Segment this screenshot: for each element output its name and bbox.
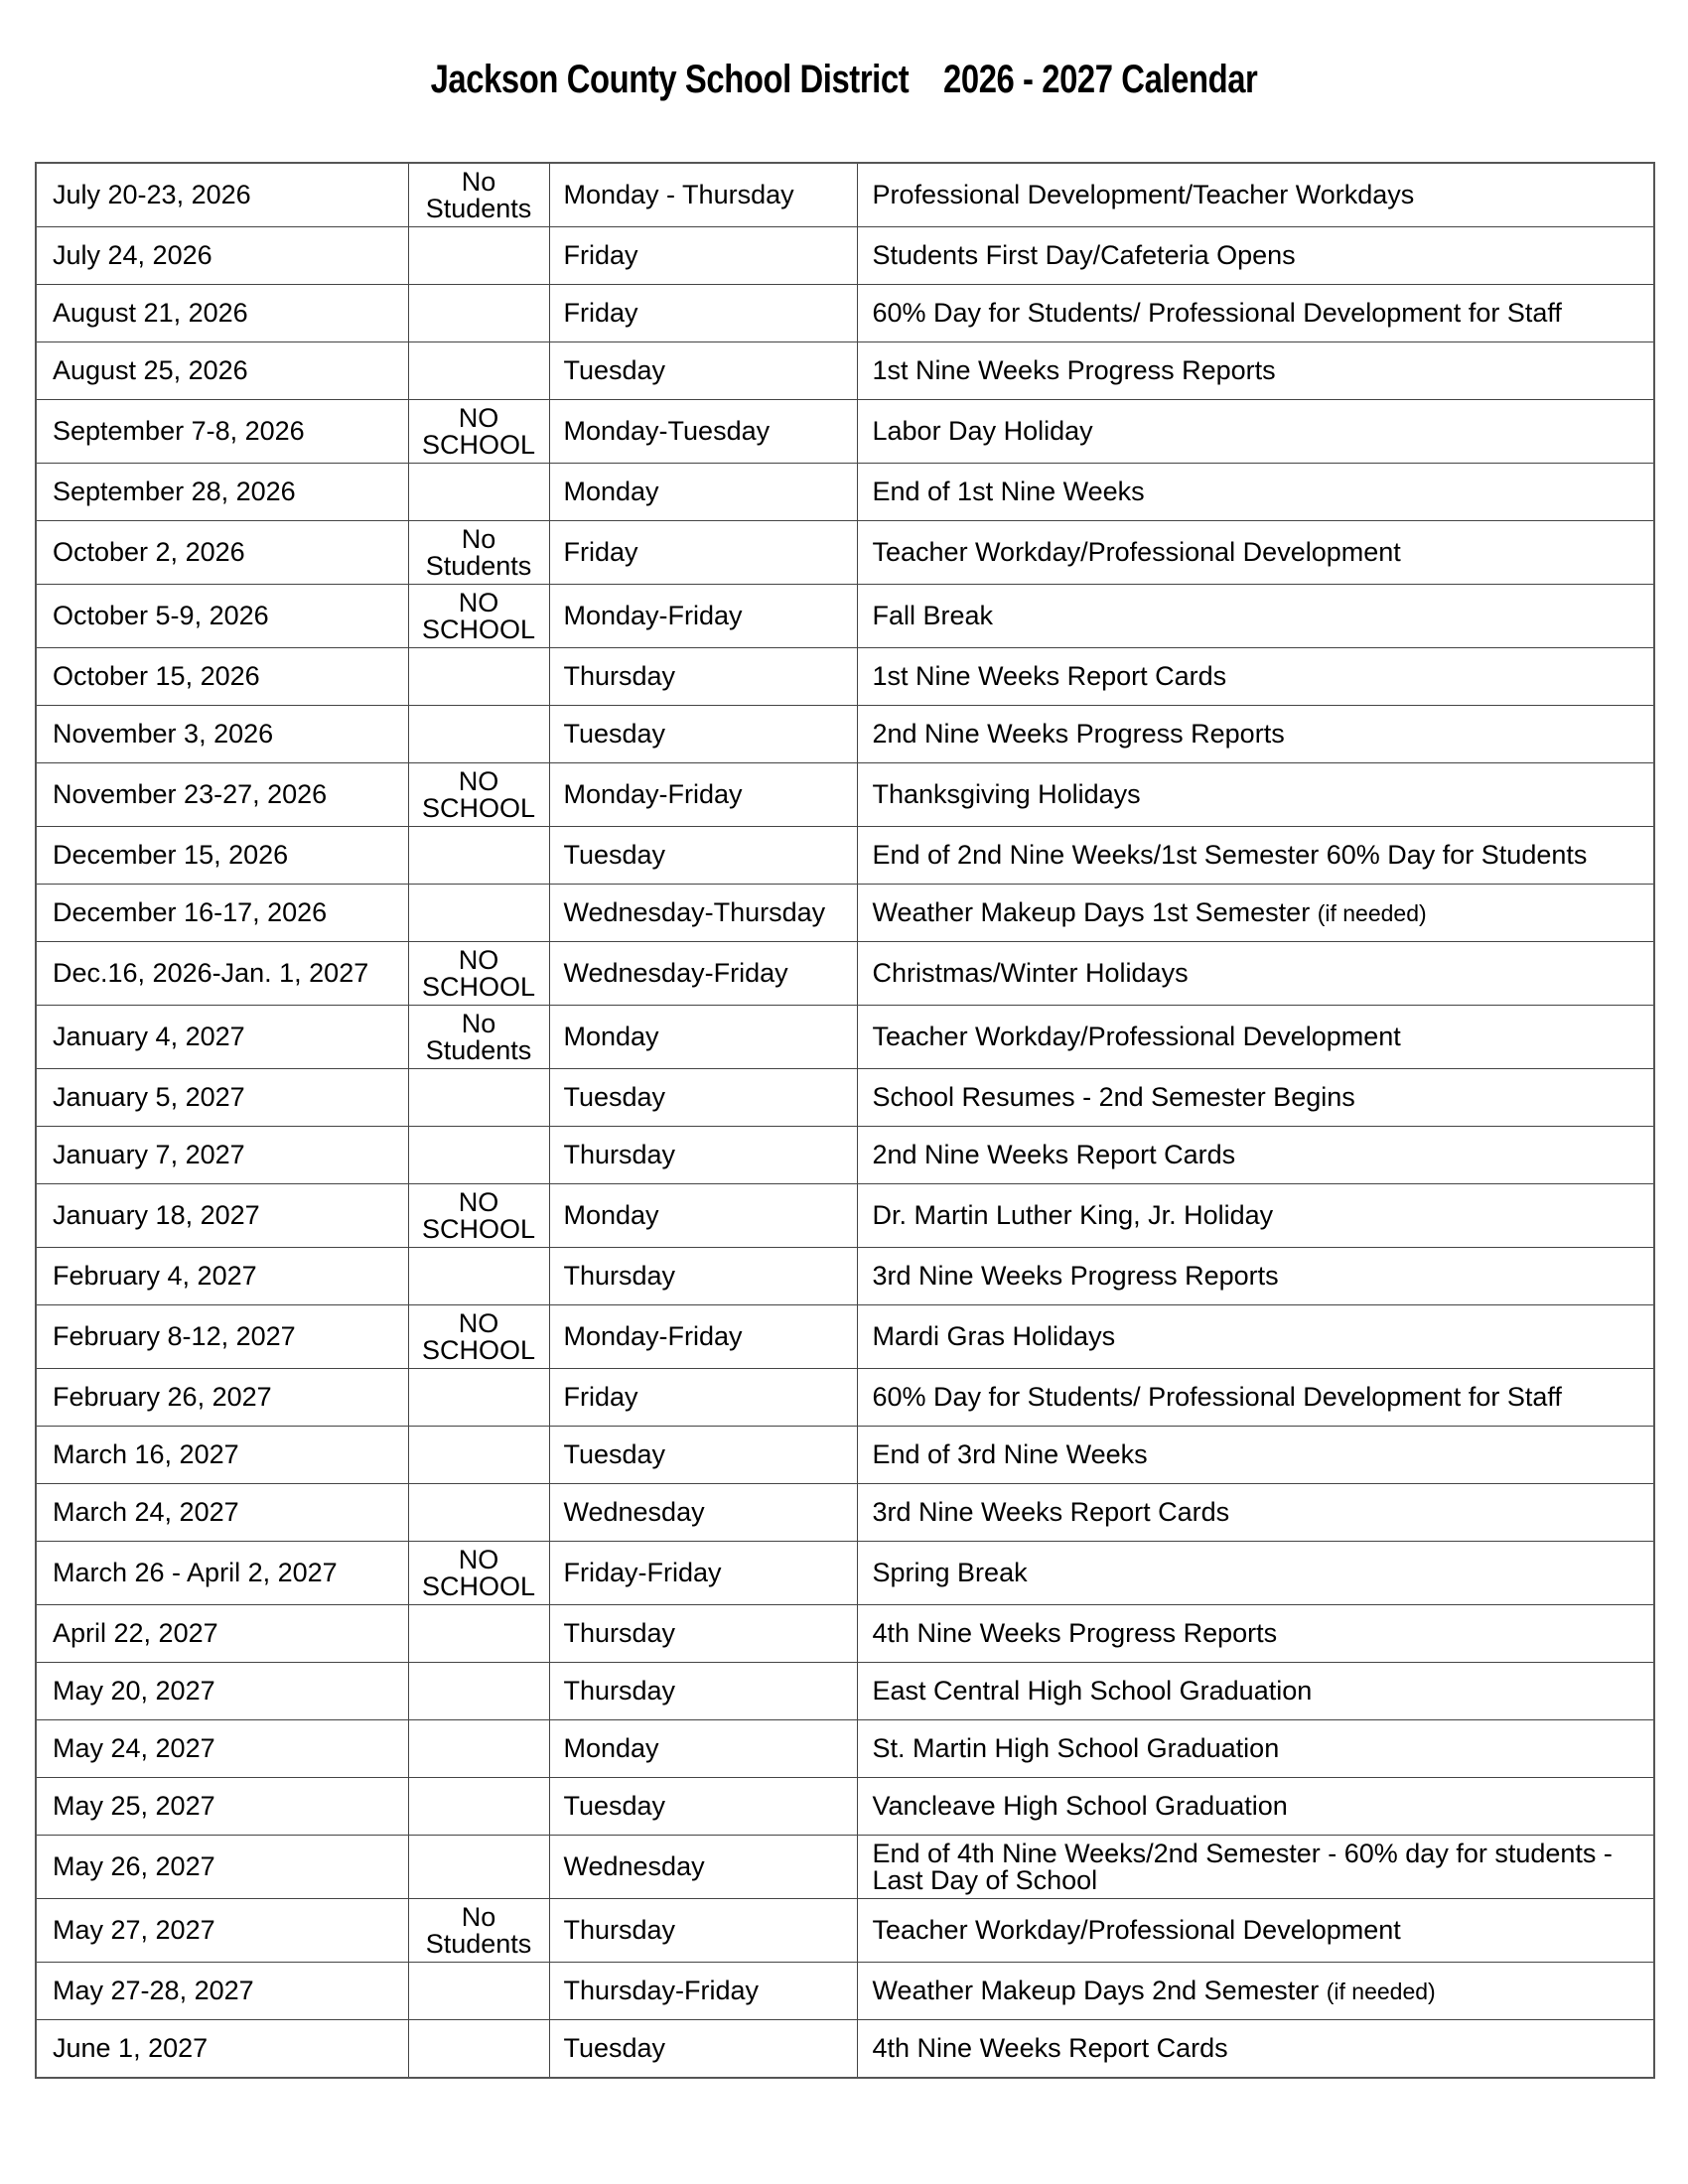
event-days: Monday xyxy=(549,1184,857,1248)
event-days: Monday xyxy=(549,1720,857,1778)
status-line-1: No xyxy=(461,166,496,197)
status-line-2: SCHOOL xyxy=(421,792,536,823)
calendar-row xyxy=(36,763,1654,827)
calendar-row xyxy=(36,585,1654,648)
event-description xyxy=(857,1184,1654,1248)
attendance-status xyxy=(408,163,549,227)
status-line-1: NO xyxy=(458,944,499,975)
attendance-status xyxy=(408,1006,549,1069)
calendar-row xyxy=(36,706,1654,763)
calendar-row xyxy=(36,1663,1654,1720)
event-days: Tuesday xyxy=(549,1427,857,1484)
event-days: Friday xyxy=(549,521,857,585)
attendance-status xyxy=(408,464,549,521)
event-date: July 24, 2026 xyxy=(36,227,408,285)
status-line-2: Students xyxy=(425,1034,532,1065)
attendance-status xyxy=(408,400,549,464)
event-description-text: Spring Break xyxy=(872,1558,1028,1587)
event-date: May 20, 2027 xyxy=(36,1663,408,1720)
event-days: Wednesday-Friday xyxy=(549,942,857,1006)
event-date: June 1, 2027 xyxy=(36,2020,408,2079)
event-description xyxy=(857,2020,1654,2079)
event-description xyxy=(857,1899,1654,1963)
event-description-text: Weather Makeup Days 1st Semester xyxy=(872,897,1311,927)
status-line-1: No xyxy=(461,1008,496,1038)
attendance-status xyxy=(408,1720,549,1778)
event-description-text: End of 1st Nine Weeks xyxy=(872,477,1145,506)
event-description-text: 3rd Nine Weeks Progress Reports xyxy=(872,1261,1279,1291)
calendar-row xyxy=(36,1305,1654,1369)
calendar-row xyxy=(36,2020,1654,2079)
event-date: February 26, 2027 xyxy=(36,1369,408,1427)
attendance-status xyxy=(408,585,549,648)
calendar-row xyxy=(36,1369,1654,1427)
attendance-status xyxy=(408,648,549,706)
event-date: January 18, 2027 xyxy=(36,1184,408,1248)
event-date: May 24, 2027 xyxy=(36,1720,408,1778)
event-date: February 8-12, 2027 xyxy=(36,1305,408,1369)
status-line-1: NO xyxy=(458,587,499,617)
status-line-2: SCHOOL xyxy=(421,1213,536,1244)
status-line-2: SCHOOL xyxy=(421,429,536,460)
status-line-1: No xyxy=(461,523,496,554)
event-description xyxy=(857,648,1654,706)
event-date: October 15, 2026 xyxy=(36,648,408,706)
event-description-text: 2nd Nine Weeks Report Cards xyxy=(872,1140,1236,1169)
event-description xyxy=(857,706,1654,763)
attendance-status xyxy=(408,1184,549,1248)
attendance-status xyxy=(408,1836,549,1899)
attendance-status xyxy=(408,1427,549,1484)
event-description xyxy=(857,585,1654,648)
event-description-text: Students First Day/Cafeteria Opens xyxy=(872,240,1296,270)
calendar-row xyxy=(36,1069,1654,1127)
event-date: September 28, 2026 xyxy=(36,464,408,521)
event-description xyxy=(857,827,1654,885)
event-description xyxy=(857,227,1654,285)
event-description xyxy=(857,1663,1654,1720)
event-date: November 3, 2026 xyxy=(36,706,408,763)
event-description-text: Teacher Workday/Professional Development xyxy=(872,1022,1401,1051)
event-date: November 23-27, 2026 xyxy=(36,763,408,827)
event-days: Tuesday xyxy=(549,827,857,885)
calendar-row xyxy=(36,285,1654,342)
event-date: Dec.16, 2026-Jan. 1, 2027 xyxy=(36,942,408,1006)
attendance-status xyxy=(408,1369,549,1427)
event-description-text: 1st Nine Weeks Report Cards xyxy=(872,661,1227,691)
event-date: October 5-9, 2026 xyxy=(36,585,408,648)
event-description-text: 4th Nine Weeks Report Cards xyxy=(872,2033,1228,2063)
event-date: March 26 - April 2, 2027 xyxy=(36,1542,408,1605)
attendance-status xyxy=(408,521,549,585)
event-description xyxy=(857,163,1654,227)
attendance-status xyxy=(408,1778,549,1836)
status-line-1: NO xyxy=(458,1307,499,1338)
event-date: December 15, 2026 xyxy=(36,827,408,885)
calendar-table xyxy=(35,162,1655,2079)
event-description xyxy=(857,1069,1654,1127)
status-line-2: Students xyxy=(425,193,532,223)
event-date: October 2, 2026 xyxy=(36,521,408,585)
event-days: Thursday xyxy=(549,1605,857,1663)
event-days: Tuesday xyxy=(549,2020,857,2079)
status-line-2: SCHOOL xyxy=(421,971,536,1002)
event-date: January 7, 2027 xyxy=(36,1127,408,1184)
event-days: Thursday xyxy=(549,1663,857,1720)
calendar-row xyxy=(36,1184,1654,1248)
event-days: Tuesday xyxy=(549,706,857,763)
calendar-row xyxy=(36,342,1654,400)
event-days: Monday - Thursday xyxy=(549,163,857,227)
event-date: May 27-28, 2027 xyxy=(36,1963,408,2020)
status-line-2: Students xyxy=(425,550,532,581)
event-description xyxy=(857,342,1654,400)
event-description-text: Vancleave High School Graduation xyxy=(872,1791,1288,1821)
event-description-text: St. Martin High School Graduation xyxy=(872,1733,1280,1763)
event-date: January 4, 2027 xyxy=(36,1006,408,1069)
event-days: Wednesday-Thursday xyxy=(549,885,857,942)
event-description xyxy=(857,942,1654,1006)
event-days: Monday-Friday xyxy=(549,585,857,648)
calendar-table-body xyxy=(36,163,1654,2078)
attendance-status xyxy=(408,827,549,885)
event-description xyxy=(857,285,1654,342)
event-days: Wednesday xyxy=(549,1484,857,1542)
event-description xyxy=(857,1127,1654,1184)
event-date: April 22, 2027 xyxy=(36,1605,408,1663)
event-date: May 27, 2027 xyxy=(36,1899,408,1963)
event-description xyxy=(857,1427,1654,1484)
event-date: March 24, 2027 xyxy=(36,1484,408,1542)
attendance-status xyxy=(408,227,549,285)
calendar-row xyxy=(36,942,1654,1006)
calendar-row xyxy=(36,1248,1654,1305)
event-description-text: Professional Development/Teacher Workdays xyxy=(872,180,1415,209)
event-date: January 5, 2027 xyxy=(36,1069,408,1127)
event-days: Wednesday xyxy=(549,1836,857,1899)
event-date: December 16-17, 2026 xyxy=(36,885,408,942)
calendar-row xyxy=(36,163,1654,227)
event-days: Tuesday xyxy=(549,1069,857,1127)
attendance-status xyxy=(408,706,549,763)
event-days: Friday xyxy=(549,227,857,285)
event-days: Monday xyxy=(549,1006,857,1069)
calendar-row xyxy=(36,885,1654,942)
status-line-2: SCHOOL xyxy=(421,614,536,644)
attendance-status xyxy=(408,1127,549,1184)
event-description xyxy=(857,1605,1654,1663)
status-line-2: SCHOOL xyxy=(421,1570,536,1601)
event-description-text: Weather Makeup Days 2nd Semester xyxy=(872,1976,1320,2005)
event-days: Friday xyxy=(549,285,857,342)
calendar-row xyxy=(36,1127,1654,1184)
attendance-status xyxy=(408,763,549,827)
event-description-text: Teacher Workday/Professional Development xyxy=(872,1915,1401,1945)
attendance-status xyxy=(408,1069,549,1127)
calendar-row xyxy=(36,521,1654,585)
event-days: Thursday xyxy=(549,1899,857,1963)
event-days: Tuesday xyxy=(549,342,857,400)
event-description xyxy=(857,885,1654,942)
event-days: Thursday xyxy=(549,1127,857,1184)
event-description xyxy=(857,1720,1654,1778)
event-description xyxy=(857,1369,1654,1427)
event-days: Tuesday xyxy=(549,1778,857,1836)
event-date: August 25, 2026 xyxy=(36,342,408,400)
event-description-text: School Resumes - 2nd Semester Begins xyxy=(872,1082,1355,1112)
event-description-text: End of 2nd Nine Weeks/1st Semester 60% Day for Students xyxy=(872,840,1588,870)
event-description xyxy=(857,1836,1654,1899)
event-description xyxy=(857,1006,1654,1069)
event-description-text: 60% Day for Students/ Professional Development for Staff xyxy=(872,1382,1562,1412)
event-date: May 25, 2027 xyxy=(36,1778,408,1836)
attendance-status xyxy=(408,942,549,1006)
event-description-text: End of 3rd Nine Weeks xyxy=(872,1439,1148,1469)
event-days: Monday-Friday xyxy=(549,763,857,827)
event-days: Thursday xyxy=(549,648,857,706)
calendar-row xyxy=(36,1427,1654,1484)
event-description-text: Dr. Martin Luther King, Jr. Holiday xyxy=(872,1200,1274,1230)
attendance-status xyxy=(408,1963,549,2020)
event-date: September 7-8, 2026 xyxy=(36,400,408,464)
event-description-text: 60% Day for Students/ Professional Development for Staff xyxy=(872,298,1562,328)
event-description-text: Christmas/Winter Holidays xyxy=(872,958,1189,988)
attendance-status xyxy=(408,1248,549,1305)
attendance-status xyxy=(408,1663,549,1720)
event-description xyxy=(857,763,1654,827)
event-description-text: East Central High School Graduation xyxy=(872,1676,1313,1706)
event-days: Friday-Friday xyxy=(549,1542,857,1605)
attendance-status xyxy=(408,885,549,942)
calendar-row xyxy=(36,400,1654,464)
attendance-status xyxy=(408,342,549,400)
event-days: Monday xyxy=(549,464,857,521)
event-description xyxy=(857,464,1654,521)
event-description-text: 1st Nine Weeks Progress Reports xyxy=(872,355,1276,385)
calendar-row xyxy=(36,227,1654,285)
event-date: July 20-23, 2026 xyxy=(36,163,408,227)
calendar-row xyxy=(36,827,1654,885)
event-description xyxy=(857,1484,1654,1542)
event-date: August 21, 2026 xyxy=(36,285,408,342)
event-date: February 4, 2027 xyxy=(36,1248,408,1305)
calendar-row xyxy=(36,1542,1654,1605)
event-description-text: Thanksgiving Holidays xyxy=(872,779,1141,809)
calendar-row xyxy=(36,1006,1654,1069)
event-description xyxy=(857,1305,1654,1369)
calendar-row xyxy=(36,1963,1654,2020)
event-description-text: Mardi Gras Holidays xyxy=(872,1321,1116,1351)
calendar-row xyxy=(36,1836,1654,1899)
status-line-1: NO xyxy=(458,1186,499,1217)
event-description xyxy=(857,400,1654,464)
event-description-text: Teacher Workday/Professional Development xyxy=(872,537,1401,567)
calendar-row xyxy=(36,1484,1654,1542)
status-line-1: NO xyxy=(458,402,499,433)
status-line-2: Students xyxy=(425,1928,532,1959)
event-description xyxy=(857,1963,1654,2020)
event-description xyxy=(857,521,1654,585)
event-note: (if needed) xyxy=(1317,900,1427,926)
status-line-2: SCHOOL xyxy=(421,1334,536,1365)
attendance-status xyxy=(408,1899,549,1963)
status-line-1: No xyxy=(461,1901,496,1932)
event-days: Monday-Friday xyxy=(549,1305,857,1369)
calendar-row xyxy=(36,464,1654,521)
event-date: May 26, 2027 xyxy=(36,1836,408,1899)
event-description-text: End of 4th Nine Weeks/2nd Semester - 60% day for students - Last Day of School xyxy=(872,1838,1613,1895)
attendance-status xyxy=(408,1484,549,1542)
event-days: Monday-Tuesday xyxy=(549,400,857,464)
status-line-1: NO xyxy=(458,1544,499,1574)
attendance-status xyxy=(408,1542,549,1605)
event-description xyxy=(857,1542,1654,1605)
event-description-text: Labor Day Holiday xyxy=(872,416,1093,446)
calendar-row xyxy=(36,1720,1654,1778)
calendar-row xyxy=(36,648,1654,706)
event-description-text: 3rd Nine Weeks Report Cards xyxy=(872,1497,1230,1527)
event-description-text: Fall Break xyxy=(872,601,994,630)
event-note: (if needed) xyxy=(1326,1979,1436,2004)
attendance-status xyxy=(408,1305,549,1369)
attendance-status xyxy=(408,285,549,342)
event-date: March 16, 2027 xyxy=(36,1427,408,1484)
attendance-status xyxy=(408,2020,549,2079)
calendar-row xyxy=(36,1778,1654,1836)
event-days: Thursday-Friday xyxy=(549,1963,857,2020)
event-description xyxy=(857,1248,1654,1305)
event-description-text: 4th Nine Weeks Progress Reports xyxy=(872,1618,1278,1648)
event-description xyxy=(857,1778,1654,1836)
calendar-row xyxy=(36,1605,1654,1663)
status-line-1: NO xyxy=(458,765,499,796)
event-days: Thursday xyxy=(549,1248,857,1305)
event-days: Friday xyxy=(549,1369,857,1427)
page-title: Jackson County School District 2026 - 2027 Calendar xyxy=(430,58,1258,101)
attendance-status xyxy=(408,1605,549,1663)
calendar-row xyxy=(36,1899,1654,1963)
event-description-text: 2nd Nine Weeks Progress Reports xyxy=(872,719,1285,749)
